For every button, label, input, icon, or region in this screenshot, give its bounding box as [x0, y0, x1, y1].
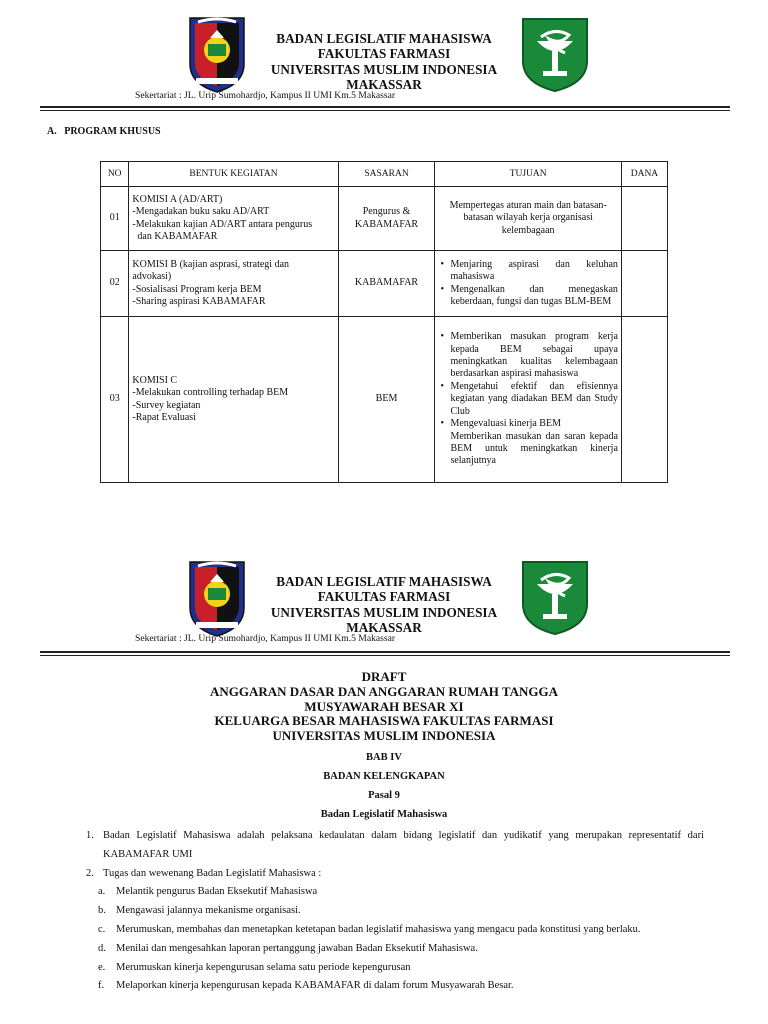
- bentuk-line: KOMISI B (kajian asprasi, strategi dan: [132, 258, 290, 270]
- item-number: 2.: [86, 868, 94, 879]
- cell-no: 03: [101, 317, 129, 483]
- pasal-number: Pasal 9: [368, 790, 400, 801]
- sub-item: [98, 905, 301, 916]
- item-text: Badan Legislatif Mahasiswa adalah pelaksana kedaulatan dalam bidang legislatif dan yudikatif yang merupakan representatif dari KABAMAFAR UMI: [103, 830, 704, 860]
- letterhead-line: BADAN LEGISLATIF MAHASISWA: [276, 31, 492, 46]
- letterhead-line: UNIVERSITAS MUSLIM INDONESIA: [270, 61, 498, 77]
- item-text: Tugas dan wewenang Badan Legislatif Mahasiswa :: [103, 868, 322, 879]
- letterhead-1: [0, 0, 768, 125]
- sub-letter: b.: [98, 905, 106, 916]
- letterhead-line: FAKULTAS FARMASI: [317, 589, 451, 605]
- letterhead-divider-thin: [40, 110, 730, 111]
- cell-bentuk: [129, 317, 338, 483]
- table-row: [101, 187, 668, 251]
- bab-number: BAB IV: [366, 752, 402, 763]
- sub-item: [98, 886, 317, 897]
- tujuan-bullet: • Menjaring aspirasi dan keluhan mahasiswa: [450, 259, 617, 284]
- cell-sasaran: BEM: [338, 317, 435, 483]
- cell-sasaran: KABAMAFAR: [338, 251, 435, 317]
- bentuk-line: advokasi): [132, 271, 172, 283]
- cell-no: 02: [101, 251, 129, 317]
- header-bentuk: BENTUK KEGIATAN: [129, 162, 338, 187]
- header-dana: DANA: [621, 162, 667, 187]
- pharmacy-logo-icon: [519, 15, 591, 93]
- sub-letter: d.: [98, 943, 106, 954]
- sub-letter: f.: [98, 980, 105, 991]
- section-title: A. PROGRAM KHUSUS: [47, 126, 161, 137]
- sub-text: Merumuskan kinerja kepengurusan selama satu periode kepengurusan: [116, 962, 411, 973]
- cell-dana: [621, 187, 667, 251]
- tujuan-bullet: • Memberikan masukan program kerja kepada BEM sebagai upaya meningkatkan kualitas kelembagaan berdasarkan aspirasi mahasiswa: [450, 331, 617, 381]
- draft-title: [150, 670, 618, 744]
- cell-dana: [621, 317, 667, 483]
- sub-text: Mengawasi jalannya mekanisme organisasi.: [116, 905, 301, 916]
- sub-item: [98, 962, 411, 973]
- bentuk-line: KOMISI A (AD/ART): [132, 193, 223, 205]
- bentuk-line: -Melakukan kajian AD/ART antara pengurus: [132, 218, 313, 230]
- sub-item: [98, 943, 478, 954]
- cell-tujuan: Mempertegas aturan main dan batasan-batasan wilayah kerja organisasi kelembagaan: [435, 187, 621, 251]
- letterhead-divider: [40, 651, 730, 653]
- sub-item: [98, 924, 641, 935]
- umi-logo-icon: [188, 560, 246, 638]
- bentuk-line: -Melakukan controlling terhadap BEM: [132, 387, 289, 399]
- bentuk-line: -Rapat Evaluasi: [132, 411, 196, 423]
- bentuk-line: KOMISI C: [132, 374, 178, 386]
- sub-text: Menilai dan mengesahkan laporan pertanggung jawaban Badan Eksekutif Mahasiswa.: [116, 943, 478, 954]
- list-item: [86, 864, 704, 883]
- sub-letter: c.: [98, 924, 106, 935]
- table-header-row: [101, 162, 668, 187]
- letterhead-address: Sekertariat : JL. Urip Sumohardjo, Kampus II UMI Km.5 Makassar: [135, 633, 396, 644]
- cell-bentuk: [129, 187, 338, 251]
- letterhead-address: Sekertariat : JL. Urip Sumohardjo, Kampus II UMI Km.5 Makassar: [135, 90, 396, 101]
- header-no: NO: [101, 162, 129, 187]
- letterhead-line: FAKULTAS FARMASI: [317, 46, 451, 62]
- tujuan-bullet: • Mengetahui efektif dan efisiennya kegiatan yang diadakan BEM dan Study Club: [450, 381, 617, 418]
- pharmacy-logo-icon: [519, 558, 591, 636]
- draft-line: KELUARGA BESAR MAHASISWA FAKULTAS FARMASI: [214, 713, 554, 729]
- sub-text: Melantik pengurus Badan Eksekutif Mahasiswa: [116, 886, 318, 897]
- draft-line: DRAFT: [361, 669, 407, 684]
- header-sasaran: SASARAN: [338, 162, 435, 187]
- bab-title: BADAN KELENGKAPAN: [323, 771, 445, 782]
- letterhead-line: MAKASSAR: [346, 77, 422, 93]
- tujuan-bullet: • Mengevaluasi kinerja BEM: [450, 418, 617, 430]
- letterhead-line: UNIVERSITAS MUSLIM INDONESIA: [270, 604, 498, 620]
- sub-text: Merumuskan, membahas dan menetapkan ketetapan badan legislatif mahasiswa yang mengacu pada konstitusi yang berlaku.: [116, 924, 641, 935]
- umi-logo-icon: [188, 16, 246, 94]
- draft-line: ANGGARAN DASAR DAN ANGGARAN RUMAH TANGGA: [210, 683, 558, 699]
- bentuk-line: dan KABAMAFAR: [132, 230, 218, 242]
- cell-sasaran: Pengurus & KABAMAFAR: [338, 187, 435, 251]
- cell-dana: [621, 251, 667, 317]
- sub-letter: e.: [98, 962, 106, 973]
- sub-text: Melaporkan kinerja kepengurusan kepada KABAMAFAR di dalam forum Musyawarah Besar.: [116, 980, 514, 991]
- table-row: [101, 251, 668, 317]
- letterhead-line: MAKASSAR: [346, 620, 422, 636]
- table-row: [101, 317, 668, 483]
- letterhead-title: [249, 574, 519, 636]
- bentuk-line: -Sharing aspirasi KABAMAFAR: [132, 295, 266, 307]
- bentuk-line: -Sosialisasi Program kerja BEM: [132, 283, 262, 295]
- program-table: [100, 161, 668, 483]
- tujuan-bullet: • Mengenalkan dan menegaskan keberdaan, fungsi dan tugas BLM-BEM: [450, 284, 617, 309]
- tujuan-extra: Memberikan masukan dan saran kepada BEM untuk meningkatkan kinerja selanjutnya: [450, 430, 618, 467]
- sub-item: [98, 980, 514, 991]
- letterhead-line: BADAN LEGISLATIF MAHASISWA: [276, 574, 492, 589]
- cell-tujuan: [435, 251, 621, 317]
- letterhead-title: [249, 31, 519, 93]
- draft-line: MUSYAWARAH BESAR XI: [304, 698, 464, 714]
- letterhead-divider: [40, 106, 730, 108]
- draft-line: UNIVERSITAS MUSLIM INDONESIA: [272, 728, 496, 744]
- cell-bentuk: [129, 251, 338, 317]
- letterhead-2: [0, 550, 768, 660]
- letterhead-divider-thin: [40, 655, 730, 656]
- bentuk-line: -Mengadakan buku saku AD/ART: [132, 206, 270, 218]
- pasal-title: Badan Legislatif Mahasiswa: [320, 809, 448, 820]
- item-number: 1.: [86, 830, 94, 841]
- bentuk-line: -Survey kegiatan: [132, 399, 201, 411]
- cell-no: 01: [101, 187, 129, 251]
- cell-tujuan: [435, 317, 621, 483]
- header-tujuan: TUJUAN: [435, 162, 621, 187]
- sub-letter: a.: [98, 886, 106, 897]
